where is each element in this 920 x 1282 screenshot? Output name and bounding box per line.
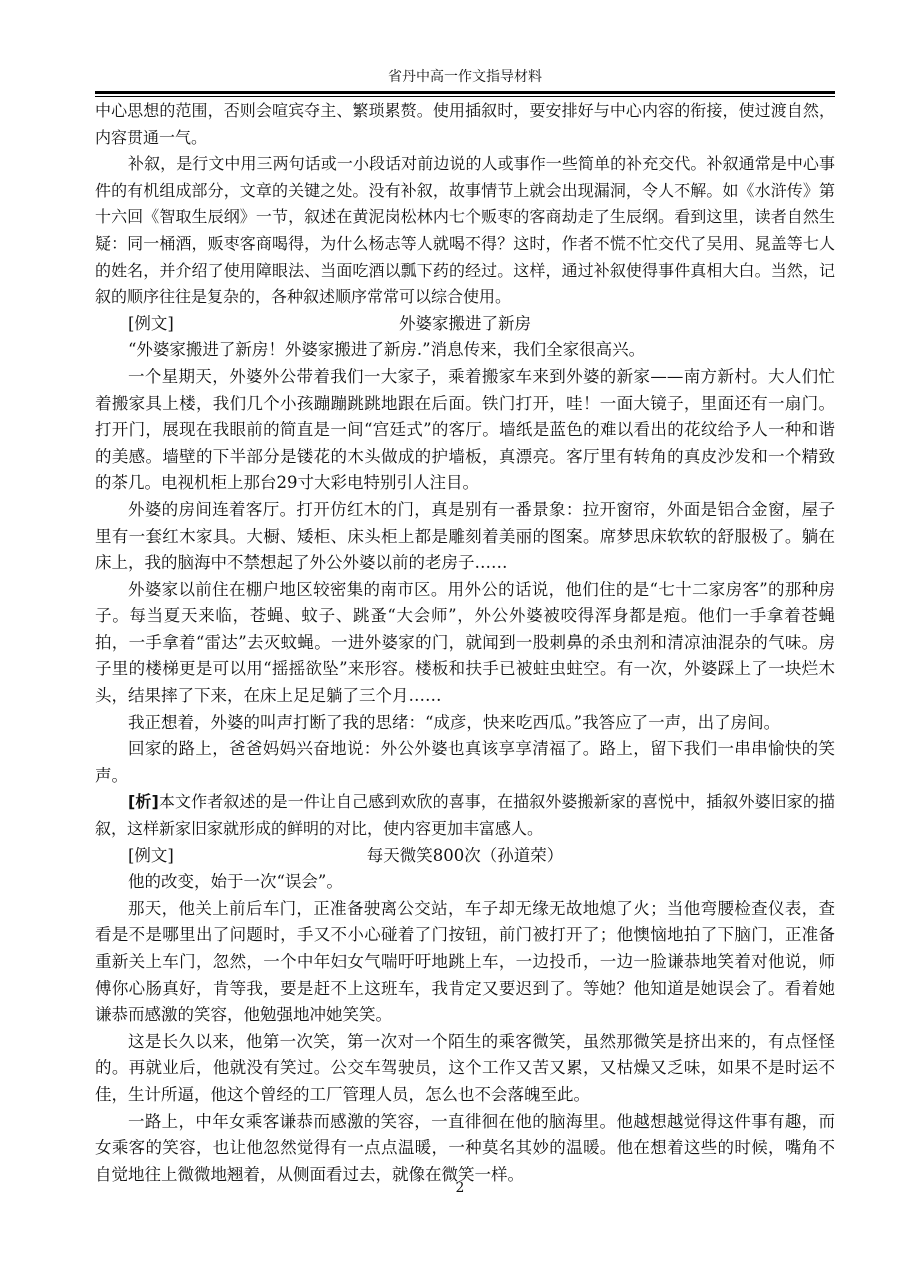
example1-paragraph: 外婆家以前住在棚户地区较密集的南市区。用外公的话说，他们住的是“七十二家房客”的那种房子。每当夏天来临，苍蝇、蚊子、跳蚤“大会师”，外公外婆被咬得浑身都是疱。他们一手拿着苍蝇拍，一手拿着“雷达”去灭蚊蝇。一进外婆家的门，就闻到一股刺鼻的杀虫剂和清凉油混杂的气味。房子里的楼梯更是可以用“摇摇欲坠”来形容。楼板和扶手已被蛀虫蛀空。有一次，外婆踩上了一块烂木头，结果摔了下来，在床上足足躺了三个月……: [95, 579, 835, 706]
example1-heading: [95, 311, 835, 338]
example1-label: [例文]: [128, 313, 174, 333]
example1-paragraph: “外婆家搬进了新房！外婆家搬进了新房.”消息传来，我们全家很高兴。: [128, 340, 646, 360]
header-rule-thin: [95, 96, 835, 97]
page-number: 2: [455, 1180, 465, 1196]
example2-heading: [95, 843, 835, 870]
example2-paragraph: 一路上，中年女乘客谦恭而感激的笑容，一直徘徊在他的脑海里。他越想越觉得这件事有趣，而女乘客的笑容，也让他忽然觉得有一点点温暖，一种莫名其妙的温暖。他在想着这些的时候，嘴角不自觉地往上微微地翘着，从侧面看过去，就像在微笑一样。: [95, 1111, 835, 1184]
document-body: [95, 98, 835, 1188]
example1-analysis: [95, 789, 835, 842]
example1-paragraph: 一个星期天，外婆外公带着我们一大家子，乘着搬家车来到外婆的新家——南方新村。大人们忙着搬家具上楼，我们几个小孩蹦蹦跳跳地跟在后面。铁门打开，哇！一面大镜子，里面还有一扇门。打开门，展现在我眼前的简直是一间“宫廷式”的客厅。墙纸是蓝色的难以看出的花纹给予人一种和谐的美感。墙壁的下半部分是镂花的木头做成的护墙板，真漂亮。客厅里有转角的真皮沙发和一个精致的茶几。电视机柜上那台29寸大彩电特别引人注目。: [95, 366, 835, 493]
example1-paragraph: 我正想着，外婆的叫声打断了我的思绪：“成彦，快来吃西瓜。”我答应了一声，出了房间。: [128, 712, 781, 732]
analysis-text: 本文作者叙述的是一件让自己感到欢欣的喜事，在描叙外婆搬新家的喜悦中，插叙外婆旧家的描叙，这样新家旧家就形成的鲜明的对比，使内容更加丰富感人。: [95, 792, 835, 839]
example1-paragraph: 回家的路上，爸爸妈妈兴奋地说：外公外婆也真该享享清福了。路上，留下我们一串串愉快的笑声。: [95, 739, 835, 785]
example2-paragraph: 他的改变，始于一次“误会”。: [128, 872, 343, 892]
example2-title: 每天微笑800次（孙道荣）: [366, 845, 564, 865]
example2-paragraph: 那天，他关上前后车门，正准备驶离公交站，车子却无缘无故地熄了火；当他弯腰检查仪表，查看是不是哪里出了问题时，手又不小心碰着了门按钮，前门被打开了；他懊恼地拍了下脑门，正准备重新关上车门，忽然，一个中年妇女气喘吁吁地跳上车，一边投币，一边一脸谦恭地笑着对他说，师傅你心肠真好，肯等我，要是赶不上这班车，我肯定又要迟到了。等她？他知道是她误会了。看着她谦恭而感激的笑容，他勉强地冲她笑笑。: [95, 898, 835, 1025]
header-rule-thick: [95, 91, 835, 94]
paragraph-buxu: 补叙，是行文中用三两句话或一小段话对前边说的人或事作一些简单的补充交代。补叙通常是中心事件的有机组成部分，文章的关键之处。没有补叙，故事情节上就会出现漏洞，令人不解。如《水浒传》第十六回《智取生辰纲》一节，叙述在黄泥岗松林内七个贩枣的客商劫走了生辰纲。看到这里，读者自然生疑：同一桶酒，贩枣客商喝得，为什么杨志等人就喝不得？这时，作者不慌不忙交代了吴用、晁盖等七人的姓名，并介绍了使用障眼法、当面吃酒以瓢下药的经过。这样，通过补叙使得事件真相大白。当然，记叙的顺序往往是复杂的，各种叙述顺序常常可以综合使用。: [95, 154, 835, 307]
analysis-label: [析]: [128, 792, 159, 812]
example1-title: 外婆家搬进了新房: [399, 313, 531, 333]
paragraph-continuation: 中心思想的范围，否则会喧宾夺主、繁琐累赘。使用插叙时，要安排好与中心内容的衔接，使过渡自然，内容贯通一气。: [95, 101, 835, 147]
example2-label: [例文]: [128, 845, 174, 865]
page-header: 省丹中高一作文指导材料: [388, 69, 542, 85]
example2-paragraph: 这是长久以来，他第一次笑，第一次对一个陌生的乘客微笑，虽然那微笑是挤出来的，有点怪怪的。再就业后，他就没有笑过。公交车驾驶员，这个工作又苦又累，又枯燥又乏味，如果不是时运不佳，生计所逼，他这个曾经的工厂管理人员，怎么也不会落魄至此。: [95, 1031, 835, 1104]
example1-paragraph: 外婆的房间连着客厅。打开仿红木的门，真是别有一番景象：拉开窗帘，外面是铝合金窗，屋子里有一套红木家具。大橱、矮柜、床头柜上都是雕刻着美丽的图案。席梦思床软软的舒服极了。躺在床上，我的脑海中不禁想起了外公外婆以前的老房子……: [95, 499, 835, 573]
